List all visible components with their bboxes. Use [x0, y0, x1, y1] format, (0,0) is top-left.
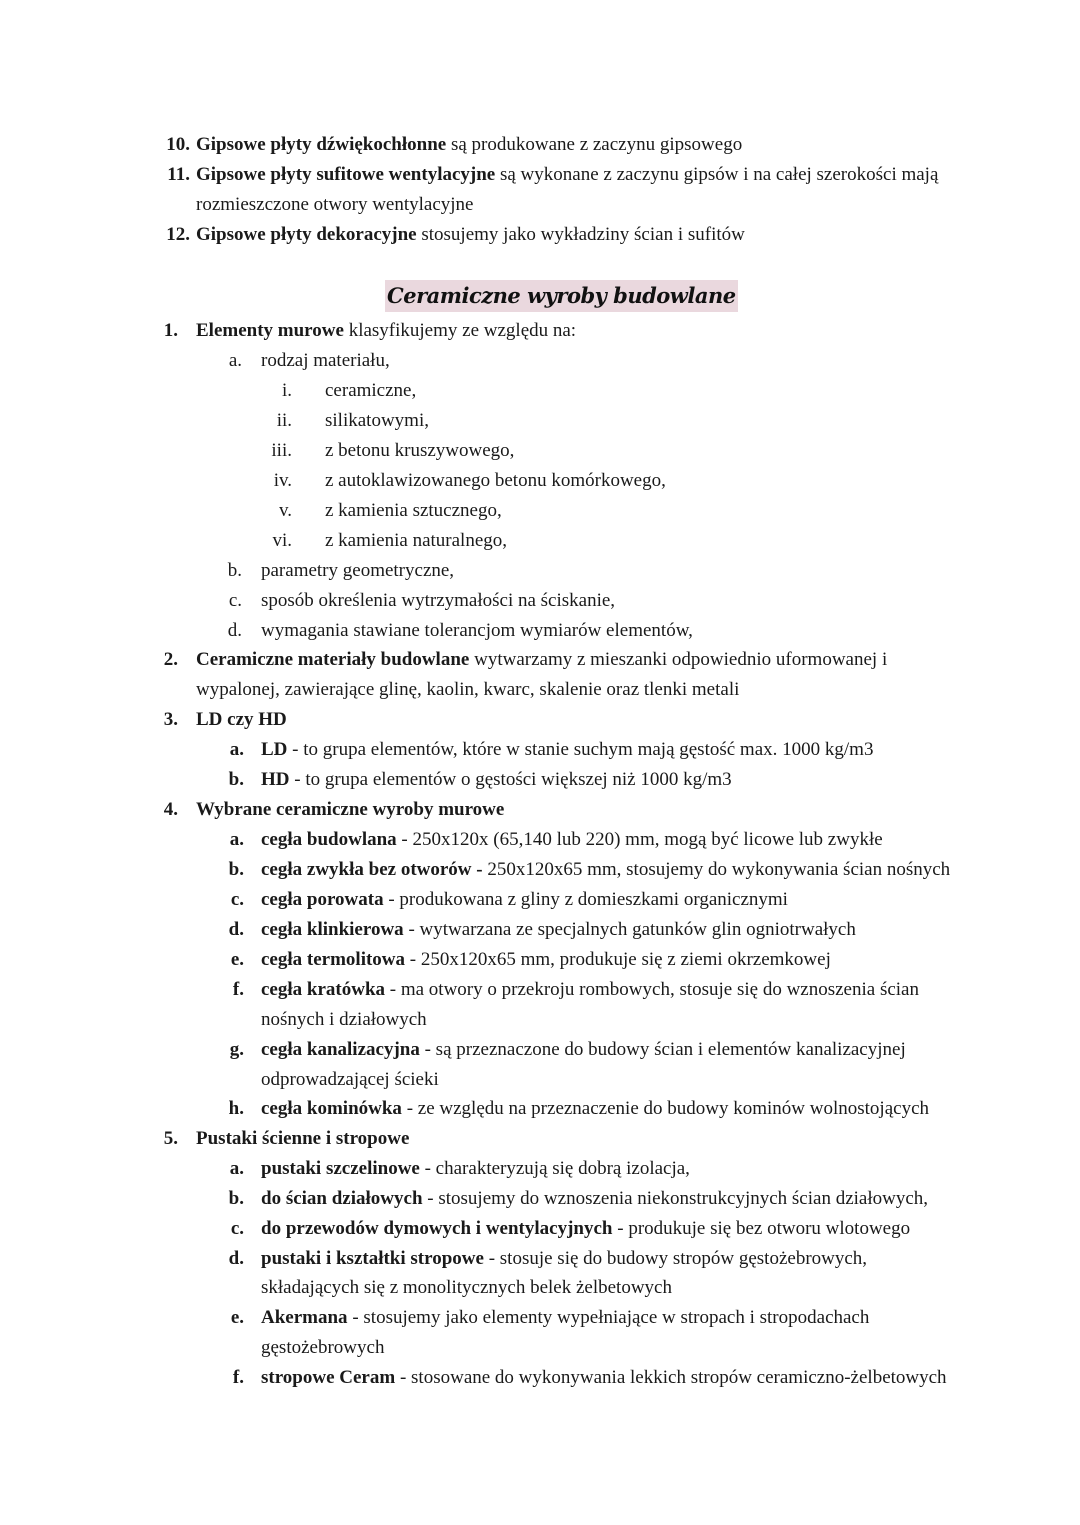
definition: wytwarzamy z mieszanki odpowiednio uformowanej i: [469, 649, 888, 670]
sub-item: [261, 888, 788, 912]
sub-letter: a.: [229, 739, 244, 760]
term: pustaki i kształtki stropowe: [261, 1248, 484, 1269]
sub-item-continuation: odprowadzającej ścieki: [261, 1069, 439, 1090]
sub-item-continuation: nośnych i działowych: [261, 1009, 427, 1030]
sub-letter: f.: [232, 1367, 244, 1388]
sub-letter: c.: [230, 889, 244, 910]
list-number: 11.: [167, 164, 190, 185]
sub-item: [261, 1306, 869, 1330]
roman-number: iv.: [273, 470, 292, 491]
roman-item: z kamienia naturalnego,: [325, 530, 508, 551]
term: Ceramiczne materiały budowlane: [196, 649, 470, 670]
definition: 250x120x65 mm, stosujemy do wykonywania ścian nośnych: [482, 859, 951, 880]
sub-letter: b.: [228, 769, 244, 790]
list-number: 5.: [163, 1128, 178, 1149]
sub-item: [261, 1187, 928, 1211]
sub-letter: d.: [227, 620, 242, 641]
sub-item: [261, 1247, 867, 1271]
sub-item: wymagania stawiane tolerancjom wymiarów elementów,: [261, 620, 693, 641]
term: Akermana: [261, 1307, 348, 1328]
roman-number: i.: [281, 380, 292, 401]
term: cegła klinkierowa: [261, 919, 404, 940]
sub-letter: a.: [229, 1158, 244, 1179]
list-number: 1.: [163, 320, 178, 341]
list-item-4-title: Wybrane ceramiczne wyroby murowe: [196, 799, 505, 820]
list-number: 3.: [163, 709, 178, 730]
term: cegła porowata: [261, 889, 384, 910]
sub-item-continuation: gęstożebrowych: [261, 1337, 385, 1358]
roman-number: vi.: [272, 530, 292, 551]
sub-letter: b.: [227, 560, 242, 581]
sub-item: parametry geometryczne,: [261, 560, 455, 581]
list-item-1: [196, 319, 576, 343]
sub-letter: a.: [228, 350, 242, 371]
definition: - wytwarzana ze specjalnych gatunków glin ogniotrwałych: [403, 919, 856, 940]
definition: - charakteryzują się dobrą izolacja,: [419, 1158, 690, 1179]
list-number: 12.: [166, 224, 190, 245]
sub-item: [261, 1366, 947, 1390]
sub-letter: a.: [229, 829, 244, 850]
definition: - produkuje się bez otworu wlotowego: [612, 1218, 911, 1239]
section-heading: Ceramiczne wyroby budowlane: [385, 280, 738, 312]
sub-item: [261, 948, 831, 972]
term: stropowe Ceram: [261, 1367, 396, 1388]
sub-letter: f.: [232, 979, 244, 1000]
list-item-11-continuation: rozmieszczone otwory wentylacyjne: [196, 194, 474, 215]
sub-letter: e.: [230, 949, 244, 970]
definition: - są przeznaczone do budowy ścian i elementów kanalizacyjnej: [419, 1039, 906, 1060]
term: cegła kratówka: [261, 979, 386, 1000]
definition: stosujemy jako wykładziny ścian i sufitów: [416, 224, 745, 245]
term: Gipsowe płyty dekoracyjne: [196, 224, 417, 245]
definition: - stosujemy jako elementy wypełniające w stropach i stropodachach: [347, 1307, 870, 1328]
term: do przewodów dymowych i wentylacyjnych: [261, 1218, 613, 1239]
roman-item: z betonu kruszywowego,: [325, 440, 515, 461]
term: cegła kominówka: [261, 1098, 402, 1119]
term: Elementy murowe: [196, 320, 344, 341]
sub-item: [261, 978, 919, 1002]
list-item-2: [196, 648, 887, 672]
term: pustaki szczelinowe: [261, 1158, 420, 1179]
sub-item: [261, 828, 883, 852]
term: Gipsowe płyty dźwiękochłonne: [196, 134, 447, 155]
definition: - stosujemy do wznoszenia niekonstrukcyjnych ścian działowych,: [422, 1188, 929, 1209]
sub-letter: h.: [228, 1098, 244, 1119]
sub-letter: g.: [229, 1039, 244, 1060]
term: cegła budowlana: [261, 829, 397, 850]
definition: - to grupa elementów, które w stanie suchym mają gęstość max. 1000 kg/m3: [287, 739, 874, 760]
term: cegła kanalizacyjna: [261, 1039, 420, 1060]
sub-item-continuation: składających się z monolitycznych belek żelbetowych: [261, 1277, 672, 1298]
sub-item: rodzaj materiału,: [261, 350, 390, 371]
list-item-5-title: Pustaki ścienne i stropowe: [196, 1128, 410, 1149]
sub-letter: c.: [228, 590, 242, 611]
sub-letter: b.: [228, 859, 244, 880]
list-item-3-title: LD czy HD: [196, 709, 287, 730]
sub-letter: e.: [230, 1307, 244, 1328]
roman-number: ii.: [276, 410, 292, 431]
definition: - 250x120x65 mm, produkuje się z ziemi okrzemkowej: [405, 949, 831, 970]
definition: - stosuje się do budowy stropów gęstożebrowych,: [483, 1248, 868, 1269]
sub-letter: c.: [230, 1218, 244, 1239]
sub-item: [261, 858, 950, 882]
list-number: 4.: [163, 799, 178, 820]
definition: - produkowana z gliny z domieszkami organicznymi: [383, 889, 788, 910]
sub-item: [261, 1097, 929, 1121]
definition: - 250x120x (65,140 lub 220) mm, mogą być licowe lub zwykłe: [396, 829, 883, 850]
sub-item: [261, 918, 856, 942]
term: do ścian działowych: [261, 1188, 423, 1209]
definition: - to grupa elementów o gęstości większej niż 1000 kg/m3: [289, 769, 732, 790]
definition: - stosowane do wykonywania lekkich stropów ceramiczno-żelbetowych: [395, 1367, 947, 1388]
sub-item: [261, 1217, 910, 1241]
definition: są wykonane z zaczynu gipsów i na całej szerokości mają: [495, 164, 939, 185]
definition: - ma otwory o przekroju rombowych, stosuje się do wznoszenia ścian: [385, 979, 919, 1000]
sub-letter: d.: [228, 919, 244, 940]
definition: klasyfikujemy ze względu na:: [343, 320, 577, 341]
term: cegła zwykła bez otworów -: [261, 859, 483, 880]
roman-item: ceramiczne,: [325, 380, 417, 401]
sub-item: [261, 1157, 690, 1181]
roman-item: z autoklawizowanego betonu komórkowego,: [325, 470, 666, 491]
sub-item: [261, 738, 873, 762]
list-number: 10.: [166, 134, 190, 155]
sub-letter: d.: [228, 1248, 244, 1269]
roman-item: silikatowymi,: [325, 410, 429, 431]
list-item-2-continuation: wypalonej, zawierające glinę, kaolin, kwarc, skalenie oraz tlenki metali: [196, 679, 740, 700]
term: Gipsowe płyty sufitowe wentylacyjne: [196, 164, 496, 185]
list-item-12: [196, 223, 745, 247]
term: LD: [261, 739, 288, 760]
sub-item: [261, 1038, 906, 1062]
roman-number: v.: [278, 500, 292, 521]
sub-item: sposób określenia wytrzymałości na ściskanie,: [261, 590, 616, 611]
sub-letter: b.: [228, 1188, 244, 1209]
term: HD: [261, 769, 290, 790]
sub-item: [261, 768, 732, 792]
list-item-10: [196, 133, 742, 157]
roman-item: z kamienia sztucznego,: [325, 500, 502, 521]
roman-number: iii.: [271, 440, 292, 461]
list-number: 2.: [163, 649, 178, 670]
list-item-11: [196, 163, 938, 187]
term: cegła termolitowa: [261, 949, 406, 970]
definition: - ze względu na przeznaczenie do budowy kominów wolnostojących: [401, 1098, 930, 1119]
definition: są produkowane z zaczynu gipsowego: [446, 134, 743, 155]
